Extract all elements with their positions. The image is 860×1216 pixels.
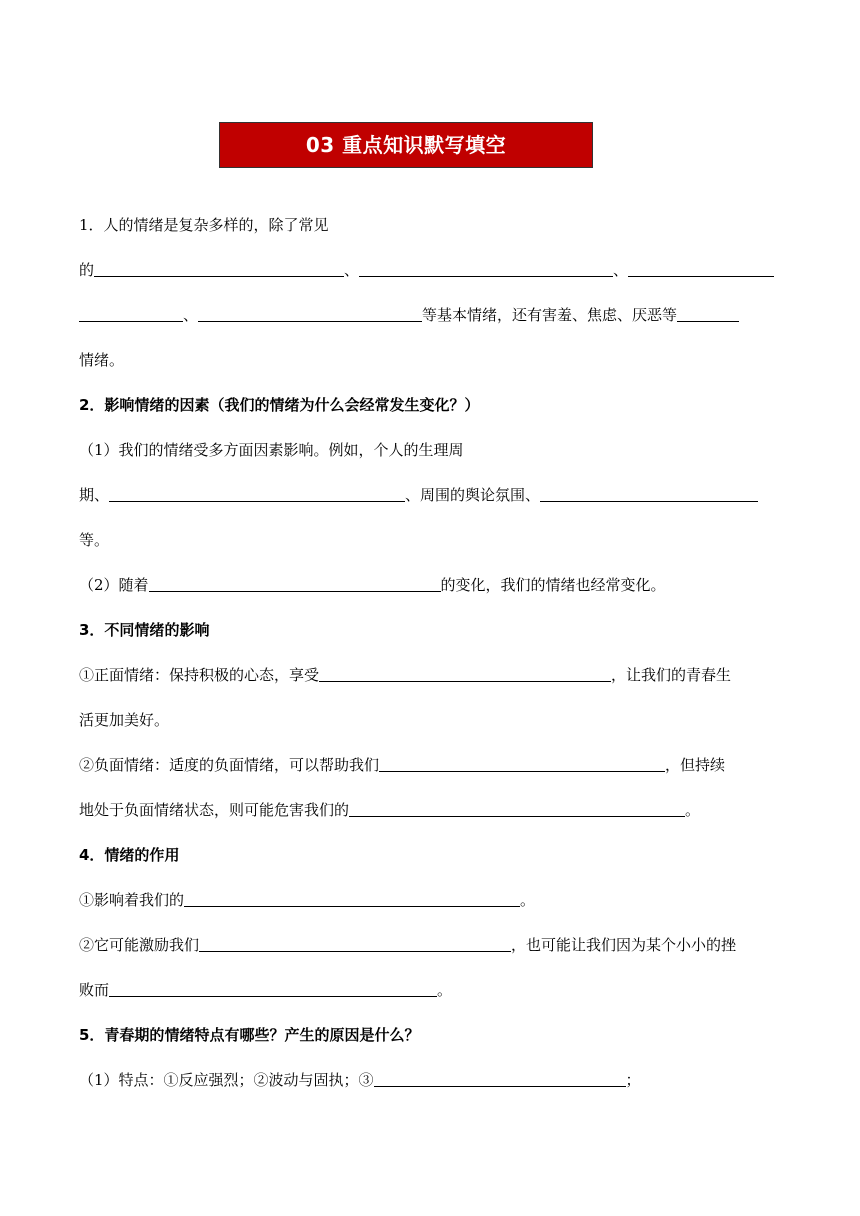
q4-blank-3[interactable] [109,981,437,997]
q3-text: ②负面情绪：适度的负面情绪，可以帮助我们 [79,756,380,774]
q4-text: ①影响着我们的 [79,891,185,909]
q2-line-1 [79,440,784,460]
q4-blank-1[interactable] [184,891,520,907]
q1-blank-3[interactable] [628,261,774,277]
q2-blank-2[interactable] [540,486,758,502]
q1-text: 、 [613,261,629,279]
q4-text: ②它可能激励我们 [79,936,200,954]
q1-text: 、 [183,306,199,324]
q2-line-4 [79,575,784,595]
q1-line-2 [79,260,784,280]
q2-text: 的变化，我们的情绪也经常变化。 [440,576,666,594]
q5-line-1 [79,1070,784,1090]
q1-text: 情绪。 [79,351,125,369]
q3-blank-2[interactable] [379,756,665,772]
q1-line-3 [79,305,784,325]
q1-intro-text: 1．人的情绪是复杂多样的，除了常见 [79,216,329,234]
q5-text: （1）特点：①反应强烈；②波动与固执；③ [79,1071,374,1089]
q3-blank-3[interactable] [349,801,685,817]
q1-line-1 [79,215,784,235]
q3-line-4 [79,800,784,820]
q1-text: 、 [344,261,360,279]
q5-text: ； [625,1071,641,1089]
q3-text: ，让我们的青春生 [611,666,732,684]
q3-blank-1[interactable] [319,666,611,682]
q2-text: 期、 [79,486,110,504]
q2-text: 等。 [79,531,110,549]
q4-blank-2[interactable] [199,936,511,952]
q4-text: 败而 [79,981,110,999]
q4-line-3 [79,980,784,1000]
q2-text: （1）我们的情绪受多方面因素影响。例如，个人的生理周 [79,441,464,459]
q4-text: ，也可能让我们因为某个小小的挫 [511,936,737,954]
q4-line-1 [79,890,784,910]
q3-text: 活更加美好。 [79,711,170,729]
q3-text: ①正面情绪：保持积极的心态，享受 [79,666,320,684]
q4-line-2 [79,935,784,955]
q5-blank-1[interactable] [374,1071,626,1087]
q1-line-4 [79,350,784,370]
q2-line-2 [79,485,784,505]
q3-line-1 [79,665,784,685]
q3-text: 地处于负面情绪状态，则可能危害我们的 [79,801,350,819]
section-title-banner: 03 重点知识默写填空 [219,122,593,168]
q5-heading: 5．青春期的情绪特点有哪些？产生的原因是什么？ [79,1026,420,1044]
q1-blank-3-cont[interactable] [79,306,183,322]
q3-text: ，但持续 [665,756,726,774]
q2-text: （2）随着 [79,576,149,594]
q4-heading: 4．情绪的作用 [79,846,180,864]
q3-heading: 3．不同情绪的影响 [79,621,210,639]
q3-line-3 [79,755,784,775]
q1-text: 等基本情绪，还有害羞、焦虑、厌恶等 [422,306,678,324]
q2-heading: 2．影响情绪的因素（我们的情绪为什么会经常发生变化？） [79,396,480,414]
q1-blank-5[interactable] [677,306,739,322]
q3-line-2 [79,710,784,730]
q2-blank-3[interactable] [149,576,441,592]
q3-text: 。 [685,801,701,819]
q1-blank-4[interactable] [198,306,422,322]
q4-text: 。 [520,891,536,909]
q2-line-3 [79,530,784,550]
q2-text: 、周围的舆论氛围、 [405,486,541,504]
q1-blank-1[interactable] [94,261,344,277]
q2-blank-1[interactable] [109,486,405,502]
q1-text: 的 [79,261,95,279]
q4-text: 。 [437,981,453,999]
q1-blank-2[interactable] [359,261,613,277]
